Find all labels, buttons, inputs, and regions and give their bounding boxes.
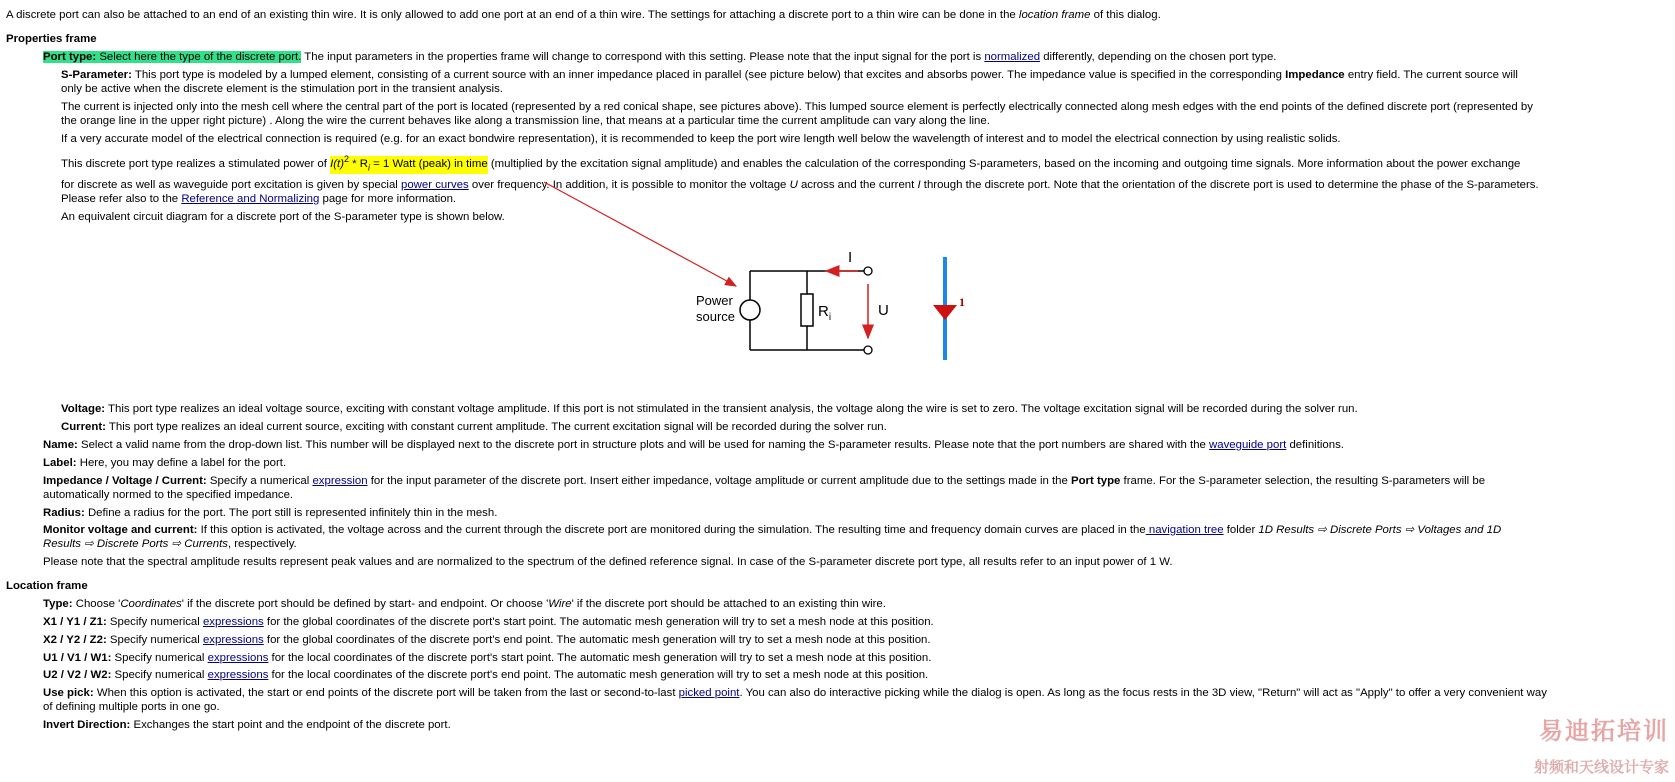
sparam-line-2: only be active when the discrete element is the stimulation port in the transient analysis. <box>61 83 503 95</box>
expressions-link-4[interactable]: expressions <box>207 669 269 681</box>
resistor-symbol <box>801 294 813 326</box>
reference-normalizing-link[interactable]: Reference and Normalizing <box>181 193 320 205</box>
sparam-line-6: This discrete port type realizes a stimulated power of $I(t)^2 * R_i = 1$ Watt (peak) in time (multiplied by the excitation signal amplitude) and enables the calculation of the corresponding S-parameters, based on the incoming and outgoing time signals. More information about the power exchange <box>61 154 1521 173</box>
note-paragraph: Please note that the spectral amplitude results represent peak values and are normalized to the spectrum of the defined reference signal. In case of the S-parameter discrete port type, all results refer to an input power of 1 W. <box>43 556 1173 568</box>
current-entry: Current: This port type realizes an ideal current source, exciting with constant current amplitude. The current excitation signal will be recorded during the solver run. <box>61 421 887 433</box>
use-pick-entry-line-2: of defining multiple ports in one go. <box>43 701 220 713</box>
picked-point-link[interactable]: picked point <box>678 687 740 699</box>
xyz2-entry: X2 / Y2 / Z2: Specify numerical expressions for the global coordinates of the discrete port's end point. The automatic mesh generation will try to set a mesh node at this position. <box>43 634 931 646</box>
navigation-tree-link[interactable]: navigation tree <box>1145 524 1224 536</box>
watermark-logo: 易迪拓培训 <box>1539 717 1669 745</box>
power-source-label-1: Power <box>696 293 733 308</box>
monitor-entry-line-2: Results ⇨ Discrete Ports ⇨ Currents, respectively. <box>43 538 297 550</box>
expressions-link-3[interactable]: expressions <box>207 652 269 664</box>
sparam-line-3: The current is injected only into the mesh cell where the central part of the port is located (represented by a red conical shape, see pictures above). This lumped source element is perfectly electrically connected along mesh edges with the end points of the defined discrete port (represented by <box>61 101 1533 113</box>
circuit-diagram <box>6 160 1661 360</box>
sparam-line-9: An equivalent circuit diagram for a discrete port of the S-parameter type is shown below. <box>61 211 505 223</box>
callout-arrow <box>544 182 736 286</box>
radius-entry: Radius: Define a radius for the port. The port still is represented infinitely thin in the mesh. <box>43 507 498 519</box>
sparam-line-8: Please refer also to the Reference and Normalizing page for more information. <box>61 193 457 205</box>
sparam-line-1: S-Parameter: This port type is modeled by a lumped element, consisting of a current source with an inner impedance placed in parallel (see picture below) that excites and absorbs power. The impedance value is specified in the corresponding Impedance entry field. The current source will <box>61 69 1518 81</box>
type-entry: Type: Choose 'Coordinates' if the discrete port should be defined by start- and endpoint. Or choose 'Wire' if the discrete port should be attached to an existing thin wire. <box>43 598 886 610</box>
power-source-label-2: source <box>696 309 736 324</box>
expressions-link-1[interactable]: expressions <box>202 616 264 628</box>
current-source-symbol <box>740 300 760 320</box>
properties-heading: Properties frame <box>6 33 97 45</box>
xyz1-entry: X1 / Y1 / Z1: Specify numerical expressions for the global coordinates of the discrete port's start point. The automatic mesh generation will try to set a mesh node at this position. <box>43 616 934 628</box>
label-entry: Label: Here, you may define a label for the port. <box>43 457 287 469</box>
waveguide-port-link[interactable]: waveguide port <box>1209 439 1287 451</box>
location-heading: Location frame <box>6 580 88 592</box>
port-type-entry: Port type: Select here the type of the discrete port. The input parameters in the properties frame will change to correspond with this setting. Please note that the input signal for the port is normalized differently, depending on the chosen port type. <box>43 51 1277 63</box>
impedance-entry: Impedance / Voltage / Current: Specify a numerical expression for the input parameter of the discrete port. Insert either impedance, voltage amplitude or current amplitude due to the settings made in the Port type frame. For the S-parameter selection, the resulting S-parameters will be <box>43 475 1486 487</box>
port-number-label: 1 <box>959 295 965 309</box>
watermark-tagline: 射频和天线设计专家 <box>1533 758 1669 776</box>
voltage-label: U <box>878 302 889 319</box>
name-entry: Name: Select a valid name from the drop-down list. This number will be displayed next to the discrete port in structure plots and will be used for naming the S-parameter results. Please note that the port numbers are shared with the waveguide port definitions. <box>43 439 1344 451</box>
normalized-link[interactable]: normalized <box>984 51 1041 63</box>
invert-direction-entry: Invert Direction: Exchanges the start point and the endpoint of the discrete port. <box>43 719 451 731</box>
impedance-entry-line-2: automatically normed to the specified impedance. <box>43 489 294 501</box>
sparam-line-4: the orange line in the upper right picture) . Along the wire the current behaves like along a transmission line, that means at a particular time the current amplitude can vary along the line. <box>61 115 990 127</box>
sparam-line-5: If a very accurate model of the electrical connection is required (e.g. for an exact bondwire representation), it is recommended to keep the port wire length well below the wavelength of interest and to model the electrical connection by using realistic solids. <box>61 133 1341 145</box>
intro-paragraph: A discrete port can also be attached to an end of an existing thin wire. It is only allowed to add one port at an end of a thin wire. The settings for attaching a discrete port to a thin wire can be done in the location frame of this dialog. <box>6 9 1161 21</box>
sparam-line-7: for discrete as well as waveguide port excitation is given by special power curves over frequency. In addition, it is possible to monitor the voltage U across and the current I through the discrete port. Note that the orientation of the discrete port is used to determine the phase of the S-parameters. <box>61 179 1539 191</box>
power-curves-link[interactable]: power curves <box>401 179 469 191</box>
voltage-entry: Voltage: This port type realizes an ideal voltage source, exciting with constant voltage amplitude. If this port is not stimulated in the transient analysis, the voltage along the wire is set to zero. The voltage excitation signal will be recorded during the solver run. <box>61 403 1358 415</box>
current-label: I <box>848 249 853 266</box>
terminal-top <box>864 267 872 275</box>
monitor-entry: Monitor voltage and current: If this option is activated, the voltage across and the current through the discrete port are monitored during the simulation. The resulting time and frequency domain curves are placed in the navigation tree folder 1D Results ⇨ Discrete Ports ⇨ Voltages and 1D <box>43 524 1502 536</box>
terminal-bottom <box>864 346 872 354</box>
uvw2-entry: U2 / V2 / W2: Specify numerical expressions for the local coordinates of the discrete port's end point. The automatic mesh generation will try to set a mesh node at this position. <box>43 669 929 681</box>
uvw1-entry: U1 / V1 / W1: Specify numerical expressions for the local coordinates of the discrete port's start point. The automatic mesh generation will try to set a mesh node at this position. <box>43 652 932 664</box>
expressions-link-2[interactable]: expressions <box>202 634 264 646</box>
expression-link[interactable]: expression <box>312 475 368 487</box>
use-pick-entry: Use pick: When this option is activated, the start or end points of the discrete port will be taken from the last or second-to-last picked point. You can also do interactive picking while the dialog is open. As long as the focus rests in the 3D view, "Return" will act as "Apply" to offer a very convenient way <box>43 687 1547 699</box>
power-formula: $I(t)^2 * R_i = 1$ Watt (peak) in time <box>330 154 488 173</box>
port-cone-icon <box>933 305 957 320</box>
ri-label: $R_i$ <box>818 303 832 323</box>
